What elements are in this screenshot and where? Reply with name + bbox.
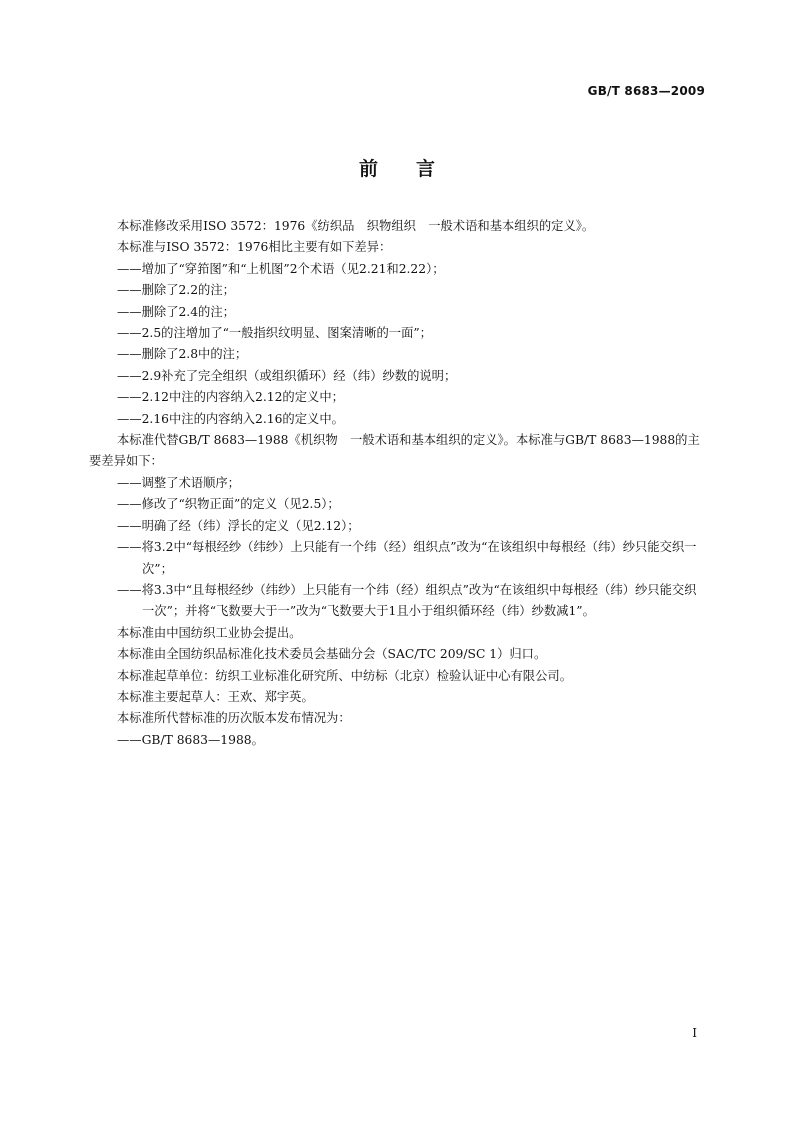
page-title: 前言 [358,158,473,180]
list-item: ——删除了2.4的注； [117,304,235,319]
list-item: ——增加了“穿筘图”和“上机图”2个术语（见2.21和2.22）； [117,261,445,276]
foreword-body [89,216,706,751]
paragraph: 本标准修改采用ISO 3572：1976《纺织品 织物组织 一般术语和基本组织的定义》。 [117,219,595,233]
paragraph: 本标准与ISO 3572：1976相比主要有如下差异： [117,240,392,255]
list-item: ——删除了2.2的注； [117,283,235,298]
paragraph: 本标准由全国纺织品标准化技术委员会基础分会（SAC/TC 209/SC 1）归口。 [117,647,547,662]
list-item: ——将3.3中“且每根经纱（纬纱）上只能有一个纬（经）组织点”改为“在该组织中每根经（纬）纱只能交织一次”；并将“飞数要大于一”改为“飞数要大于1且小于组织循环经（纬）纱数减1”。 [117,582,697,619]
paragraph: 本标准代替GB/T 8683—1988《机织物 一般术语和基本组织的定义》。本标准与GB/T 8683—1988的主要差异如下： [89,433,700,469]
paragraph: 本标准由中国纺织工业协会提出。 [117,625,302,640]
list-item: ——明确了经（纬）浮长的定义（见2.12）； [117,518,360,533]
list-item: ——2.9补充了完全组织（或组织循环）经（纬）纱数的说明； [117,368,457,383]
list-item: ——2.16中注的内容纳入2.16的定义中。 [117,411,344,426]
standard-number: GB/T 8683—2009 [587,84,705,98]
page-number: I [692,1026,697,1040]
list-item: ——修改了“织物正面”的定义（见2.5）； [117,497,340,512]
paragraph: 本标准起草单位：纺织工业标准化研究所、中纺标（北京）检验认证中心有限公司。 [117,668,572,683]
list-item: ——调整了术语顺序； [117,475,240,490]
paragraph: 本标准所代替标准的历次版本发布情况为： [117,711,351,726]
list-item: ——删除了2.8中的注； [117,347,248,362]
list-item: ——GB/T 8683—1988。 [117,732,264,747]
list-item: ——将3.2中“每根经纱（纬纱）上只能有一个纬（经）组织点”改为“在该组织中每根经（纬）纱只能交织一次”； [117,540,697,576]
list-item: ——2.12中注的内容纳入2.12的定义中； [117,390,344,405]
list-item: ——2.5的注增加了“一般指织纹明显、图案清晰的一面”； [117,326,432,341]
paragraph: 本标准主要起草人：王欢、郑宇英。 [117,689,314,704]
